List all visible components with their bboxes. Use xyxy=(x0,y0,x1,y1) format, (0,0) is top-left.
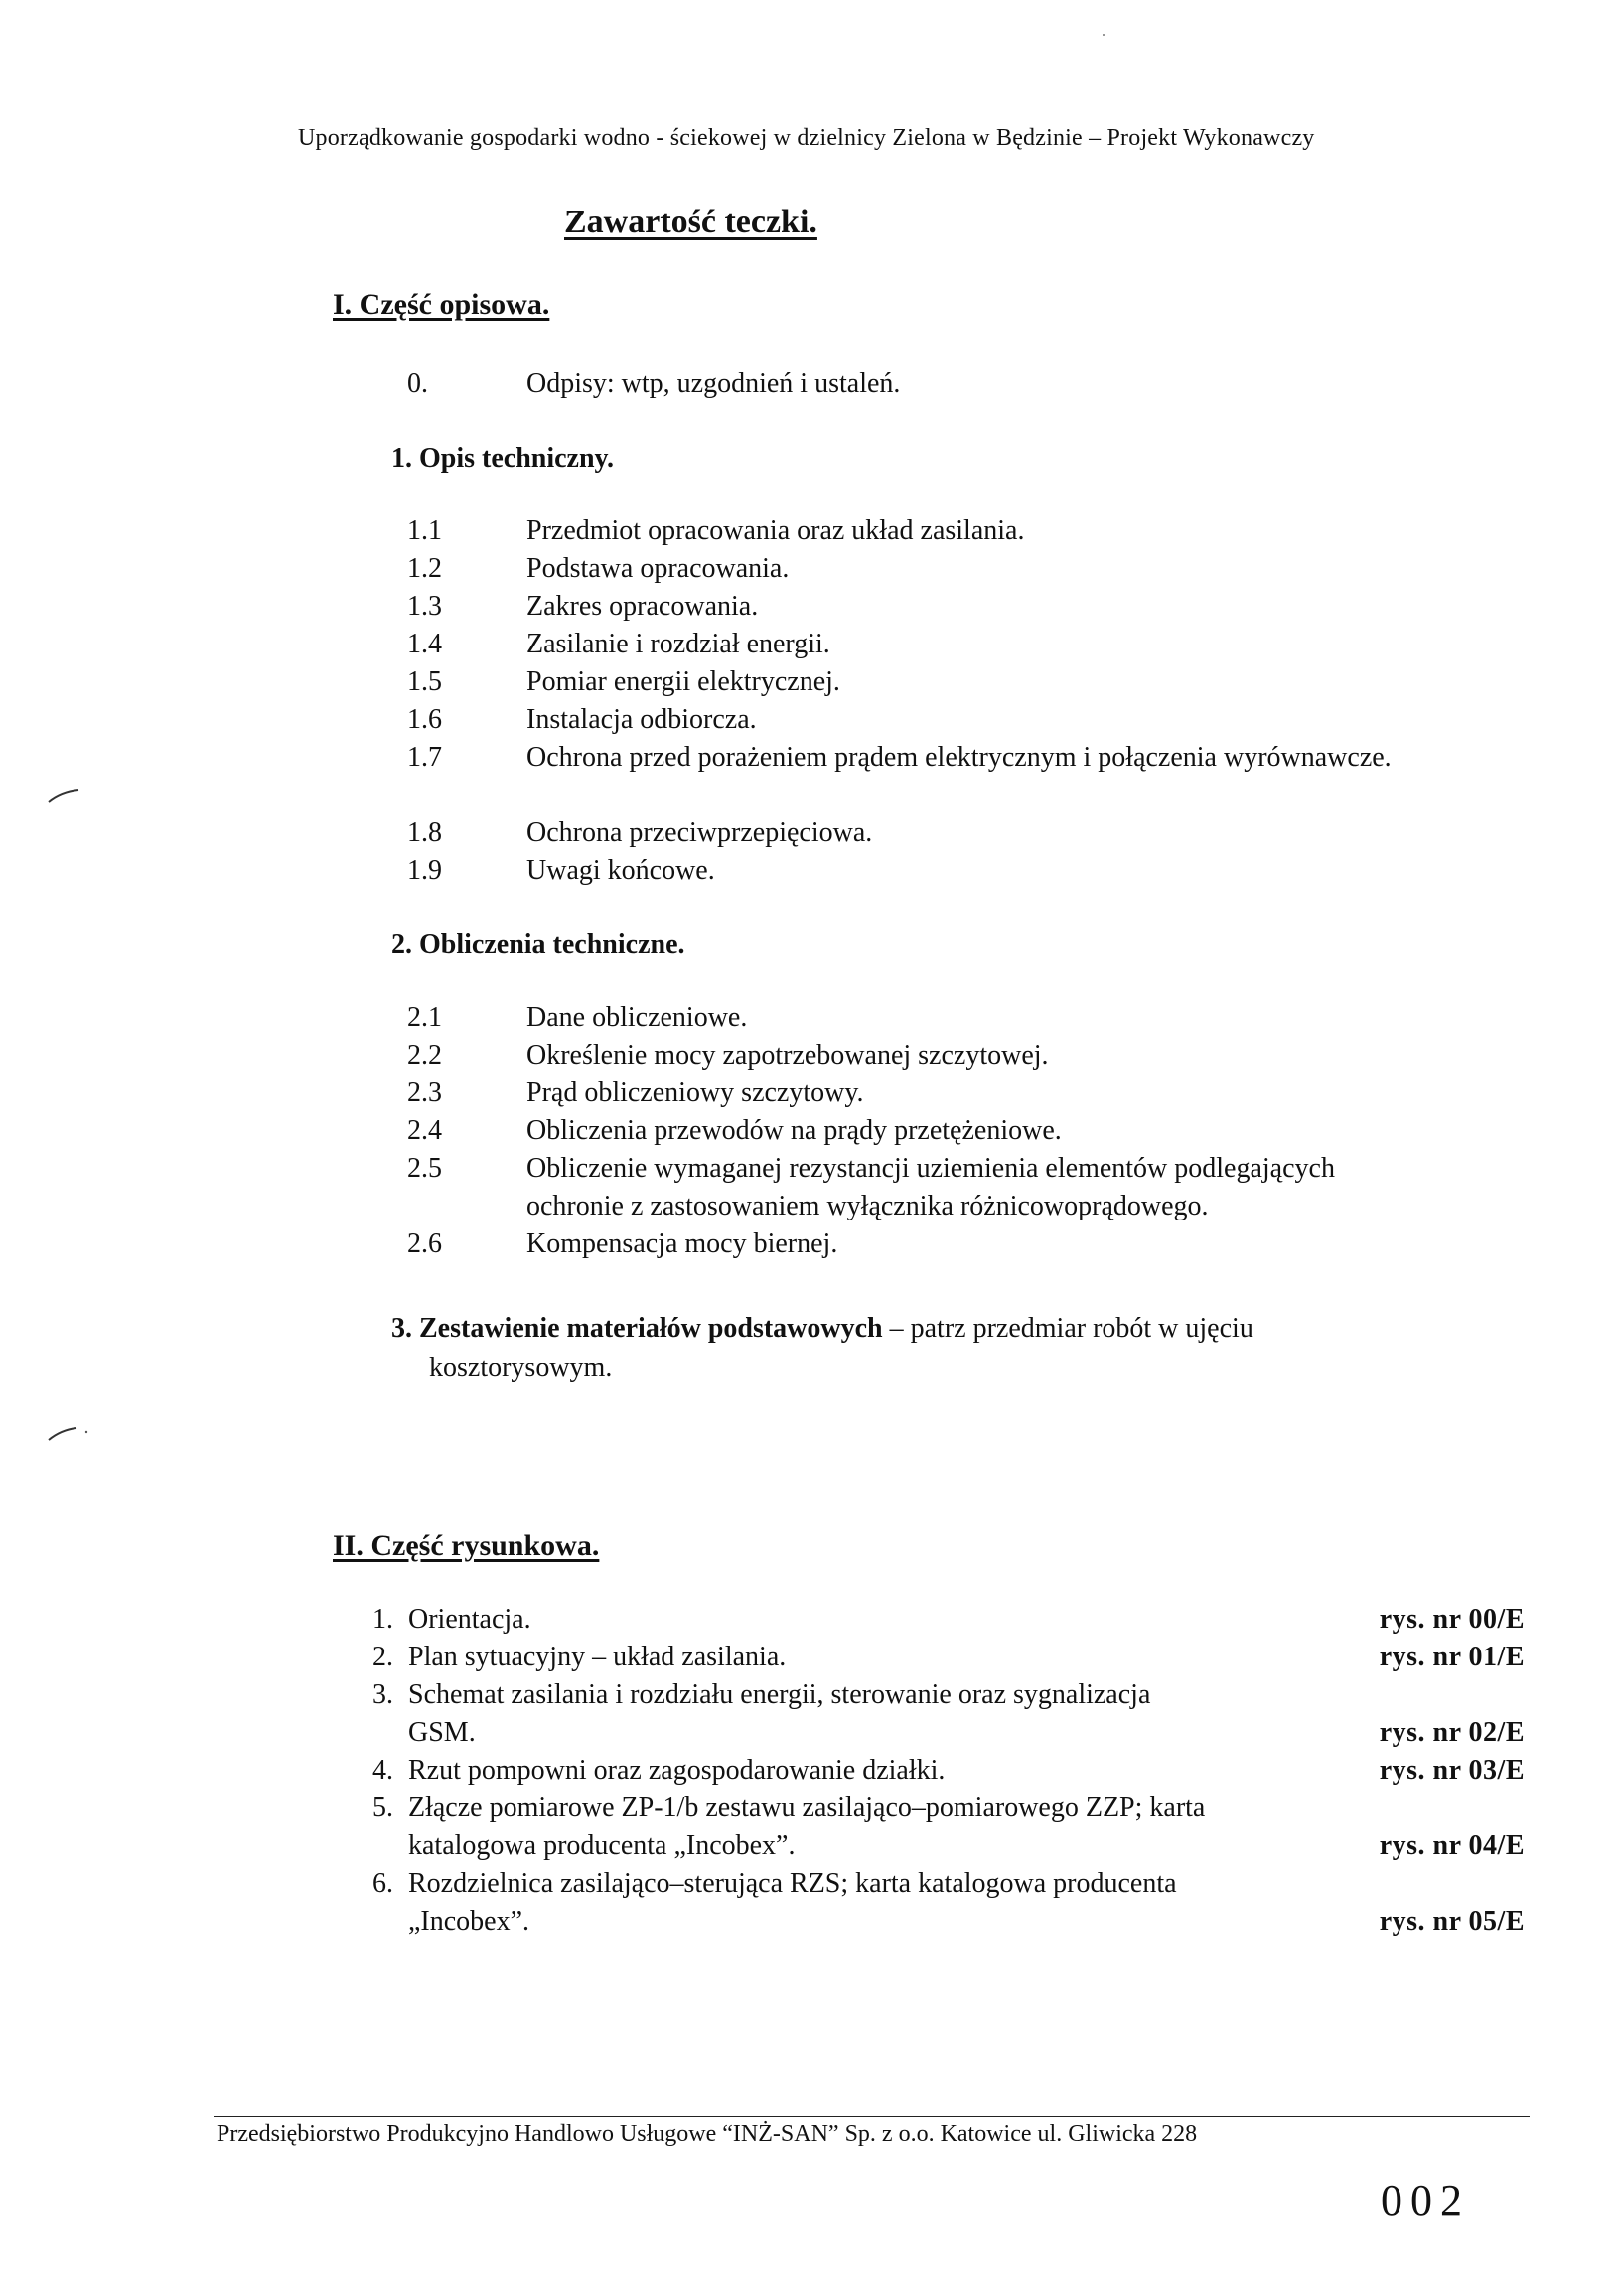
running-header: Uporządkowanie gospodarki wodno - ściekowej w dzielnicy Zielona w Będzinie – Projekt Wykonawczy xyxy=(298,125,1315,151)
item-number: 1.9 xyxy=(407,855,442,886)
footer-company: Przedsiębiorstwo Produkcyjno Handlowo Usługowe “INŻ-SAN” Sp. z o.o. Katowice ul. Gliwicka 228 xyxy=(217,2121,1198,2147)
item-text: Rzut pompowni oraz zagospodarowanie działki. xyxy=(408,1755,946,1786)
scan-mark xyxy=(45,785,84,808)
item-number: 1.3 xyxy=(407,591,442,622)
item-text: Dane obliczeniowe. xyxy=(526,1002,748,1033)
drawing-reference: rys. nr 03/E xyxy=(1379,1755,1525,1786)
page-number: 002 xyxy=(1381,2176,1470,2224)
part-2-heading: II. Część rysunkowa. xyxy=(333,1529,600,1562)
item-text: Plan sytuacyjny – układ zasilania. xyxy=(408,1642,787,1672)
part-1-heading: I. Część opisowa. xyxy=(333,288,550,321)
item-text: Ochrona przeciwprzepięciowa. xyxy=(526,817,873,848)
footer-rule xyxy=(214,2116,1530,2117)
scan-mark xyxy=(1101,30,1106,40)
item-text: Pomiar energii elektrycznej. xyxy=(526,666,840,697)
drawing-reference: rys. nr 04/E xyxy=(1379,1830,1525,1861)
section-2-heading: 2. Obliczenia techniczne. xyxy=(391,930,685,960)
page-title: Zawartość teczki. xyxy=(564,204,817,240)
item-number: 1.5 xyxy=(407,666,442,697)
item-number: 4. xyxy=(372,1755,393,1786)
item-text: Rozdzielnica zasilająco–sterująca RZS; karta katalogowa producenta „Incobex”. xyxy=(408,1868,1177,1937)
item-text: Ochrona przed porażeniem prądem elektrycznym i połączenia wyrównawcze. xyxy=(526,742,1392,773)
section-3-note: – patrz przedmiar robót w ujęciu xyxy=(882,1313,1253,1344)
item-number: 2.3 xyxy=(407,1077,442,1108)
item-number: 0. xyxy=(407,368,428,399)
item-text: Przedmiot opracowania oraz układ zasilania. xyxy=(526,515,1025,546)
item-text: Instalacja odbiorcza. xyxy=(526,704,757,735)
drawing-reference: rys. nr 05/E xyxy=(1379,1906,1525,1937)
drawing-reference: rys. nr 02/E xyxy=(1379,1717,1525,1748)
item-number: 2.2 xyxy=(407,1040,442,1071)
item-number: 1.4 xyxy=(407,629,442,659)
item-text: Zasilanie i rozdział energii. xyxy=(526,629,830,659)
item-number: 6. xyxy=(372,1868,393,1899)
item-number: 1.1 xyxy=(407,515,442,546)
scan-mark xyxy=(45,1422,92,1446)
item-number: 2.1 xyxy=(407,1002,442,1033)
drawing-reference: rys. nr 01/E xyxy=(1379,1642,1525,1672)
item-number: 1.7 xyxy=(407,742,442,773)
section-3-heading: 3. Zestawienie materiałów podstawowych xyxy=(391,1313,883,1344)
item-number: 1.2 xyxy=(407,553,442,584)
item-text: Uwagi końcowe. xyxy=(526,855,715,886)
item-number: 3. xyxy=(372,1679,393,1710)
item-number: 5. xyxy=(372,1793,393,1823)
drawing-reference: rys. nr 00/E xyxy=(1379,1604,1525,1635)
item-number: 1.8 xyxy=(407,817,442,848)
item-text: Określenie mocy zapotrzebowanej szczytowej. xyxy=(526,1040,1049,1071)
section-1-heading: 1. Opis techniczny. xyxy=(391,443,615,474)
section-3-paragraph xyxy=(391,1309,1444,1388)
item-text: Złącze pomiarowe ZP-1/b zestawu zasilająco–pomiarowego ZZP; karta katalogowa producenta „Incobex”. xyxy=(408,1793,1206,1861)
section-3-note-continued: kosztorysowym. xyxy=(429,1353,613,1383)
item-number: 2.4 xyxy=(407,1115,442,1146)
item-number: 1.6 xyxy=(407,704,442,735)
item-text: Zakres opracowania. xyxy=(526,591,759,622)
item-text: Schemat zasilania i rozdziału energii, sterowanie oraz sygnalizacja GSM. xyxy=(408,1679,1151,1748)
item-text: Odpisy: wtp, uzgodnień i ustaleń. xyxy=(526,368,901,399)
item-number: 2.6 xyxy=(407,1228,442,1259)
item-text: Kompensacja mocy biernej. xyxy=(526,1228,838,1259)
item-text: Obliczenie wymaganej rezystancji uziemienia elementów podlegających ochronie z zastosowaniem wyłącznika różnicowoprądowego. xyxy=(526,1153,1335,1221)
item-text: Podstawa opracowania. xyxy=(526,553,790,584)
item-text: Orientacja. xyxy=(408,1604,531,1635)
item-number: 2. xyxy=(372,1642,393,1672)
item-number: 1. xyxy=(372,1604,393,1635)
item-text: Prąd obliczeniowy szczytowy. xyxy=(526,1077,864,1108)
item-text: Obliczenia przewodów na prądy przetężeniowe. xyxy=(526,1115,1062,1146)
item-number: 2.5 xyxy=(407,1153,442,1184)
